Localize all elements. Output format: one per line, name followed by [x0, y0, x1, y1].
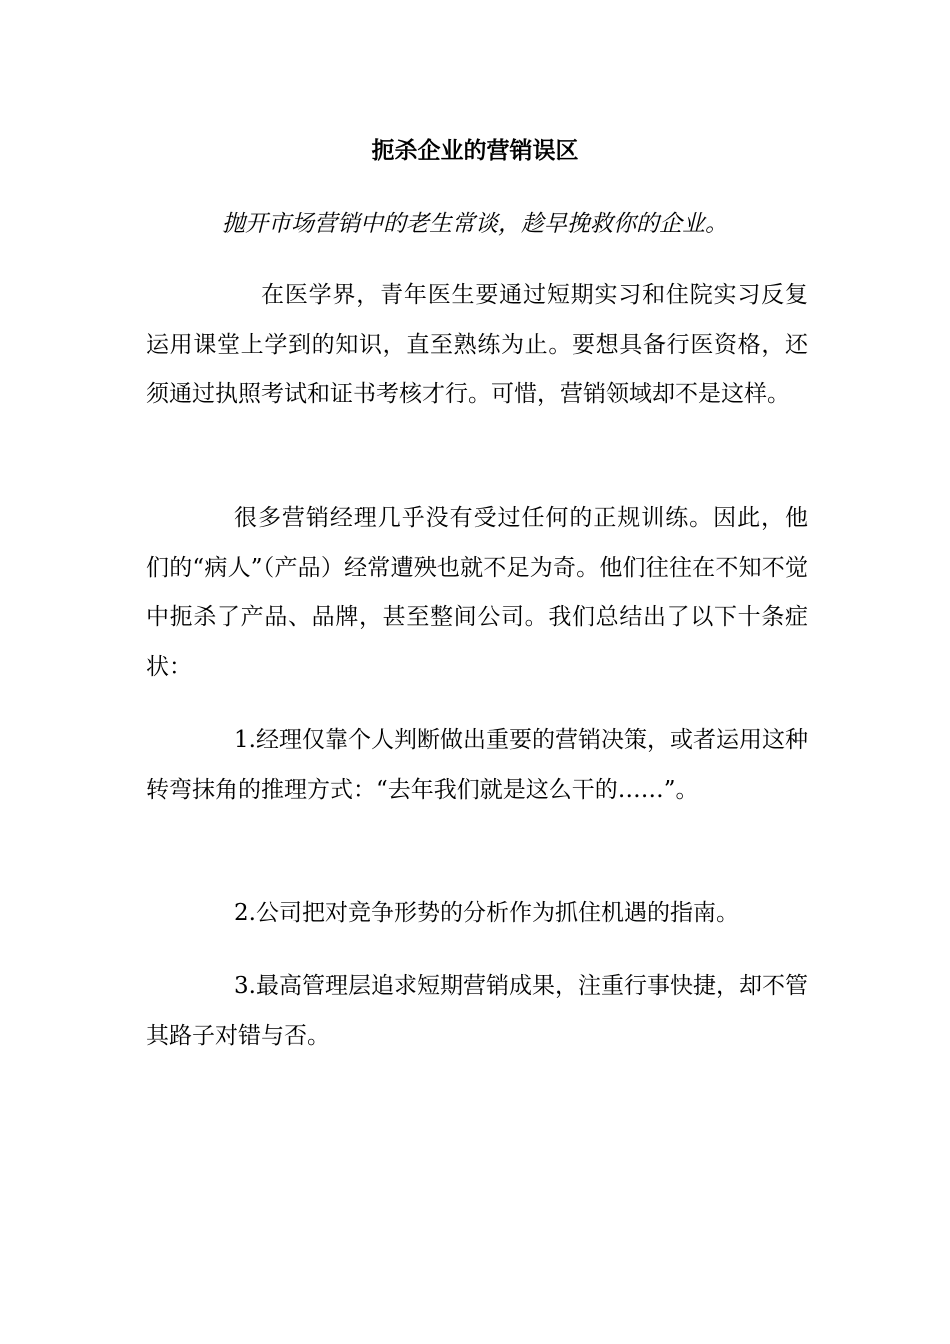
document-subtitle: 抛开市场营销中的老生常谈，趁早挽救你的企业。	[222, 211, 728, 237]
paragraph-intro: 在医学界，青年医生要通过短期实习和住院实习反复运用课堂上学到的知识，直至熟练为止。要想具备行医资格，还须通过执照考试和证书考核才行。可惜，营销领域却不是这样。	[146, 282, 808, 407]
document-title: 扼杀企业的营销误区	[371, 137, 579, 164]
list-item-2: 2.公司把对竞争形势的分析作为抓住机遇的指南。	[234, 900, 739, 926]
list-item-1: 1.经理仅靠个人判断做出重要的营销决策，或者运用这种转弯抹角的推理方式：“去年我们就是这么干的……”。	[146, 727, 808, 803]
list-item-3: 3.最高管理层追求短期营销成果，注重行事快捷，却不管其路子对错与否。	[146, 973, 808, 1049]
paragraph-symptoms-intro: 很多营销经理几乎没有受过任何的正规训练。因此，他们的“病人”（产品）经常遭殃也就不足为奇。他们往往在不知不觉中扼杀了产品、品牌，甚至整间公司。我们总结出了以下十条症状：	[146, 505, 808, 680]
